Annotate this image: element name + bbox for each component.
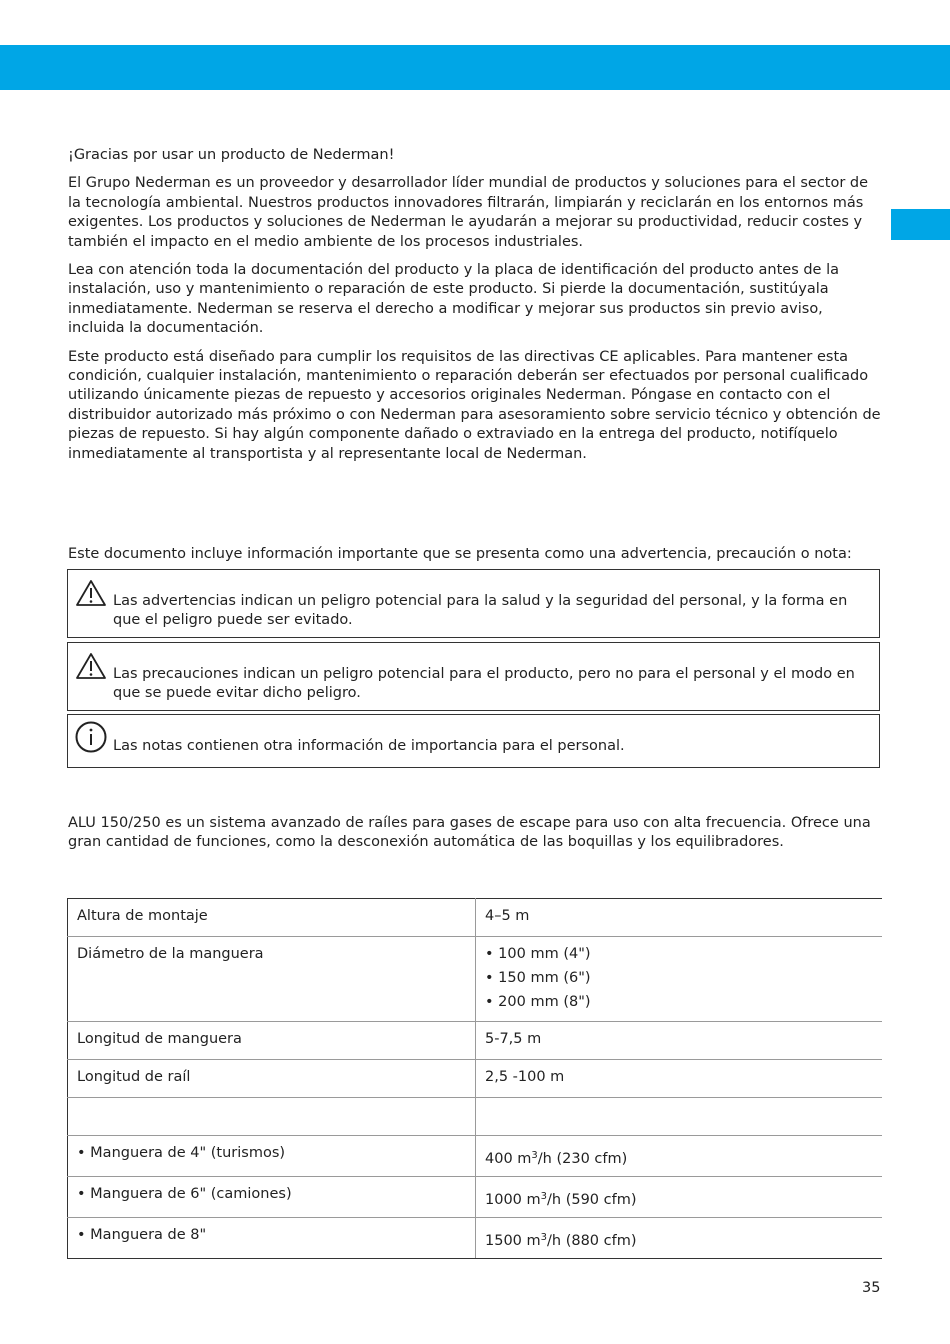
table-row	[68, 899, 883, 937]
table-row	[68, 937, 883, 1022]
hose-diameter-values	[476, 937, 883, 1022]
intro-paragraph-documentation: Lea con atención toda la documentación del producto y la placa de identificación del producto antes de la instalación, uso y mantenimiento o reparación de este producto. Si pierde la documentación, sustitúyala inmediatamente. Nederman se reserva el derecho a modificar y mejorar sus productos sin previo aviso, incluida la documentación.	[68, 262, 839, 337]
table-row	[68, 1218, 883, 1259]
caution-text: Las precauciones indican un peligro potencial para el producto, pero no para el personal y el modo en que se puede evitar dicho peligro.	[113, 666, 855, 702]
notices-intro: Este documento incluye información importante que se presenta como una advertencia, precaución o nota:	[68, 546, 852, 562]
warning-notice	[67, 569, 880, 638]
caution-triangle-icon	[74, 651, 108, 681]
caution-notice	[67, 642, 880, 711]
list-item: • 100 mm (4")	[485, 942, 873, 966]
hose-length-value: 5-7,5 m	[476, 1022, 883, 1060]
hose4-label: • Manguera de 4" (turismos)	[68, 1136, 476, 1177]
hose6-flow-value: 1000 $m^3/h$ (590 cfm)	[476, 1177, 883, 1218]
mounting-height-value: 4–5 m	[476, 899, 883, 937]
intro-thanks: ¡Gracias por usar un producto de Nederman!	[68, 147, 395, 163]
rail-length-value: 2,5 -100 m	[476, 1060, 883, 1098]
table-row	[68, 1060, 883, 1098]
table-row	[68, 1136, 883, 1177]
intro-paragraph-ce: Este producto está diseñado para cumplir los requisitos de las directivas CE aplicables. Para mantener esta condición, cualquier instalación, mantenimiento o reparación deberán ser efectuados por personal cualificado utilizando únicamente piezas de repuesto y accesorios originales Nederman. Póngase en contacto con el distribuidor autorizado más próximo o con Nederman para asesoramiento sobre servicio técnico y obtención de piezas de repuesto. Si hay algún componente dañado o extraviado en la entrega del producto, notifíquelo inmediatamente al transportista y al representante local de Nederman.	[68, 348, 881, 462]
intro-paragraph-company: El Grupo Nederman es un proveedor y desarrollador líder mundial de productos y soluciones para el sector de la tecnología ambiental. Nuestros productos innovadores filtrarán, limpiarán y reciclarán en los entornos más exigentes. Los productos y soluciones de Nederman le ayudarán a mejorar su productividad, reducir costes y también el impacto en el medio ambiente de los procesos industriales.	[68, 175, 869, 250]
list-item: • 150 mm (6")	[485, 966, 873, 990]
hose4-flow-value: 400 $m^3/h$ (230 cfm)	[476, 1136, 883, 1177]
product-description: ALU 150/250 es un sistema avanzado de raíles para gases de escape para uso con alta frecuencia. Ofrece una gran cantidad de funciones, como la desconexión automática de las boquillas y los equilibradores.	[68, 815, 871, 851]
hose6-label: • Manguera de 6" (camiones)	[68, 1177, 476, 1218]
mounting-height-label: Altura de montaje	[68, 899, 476, 937]
table-row	[68, 1098, 883, 1136]
hose-length-label: Longitud de manguera	[68, 1022, 476, 1060]
note-notice	[67, 714, 880, 768]
hose8-flow-value: 1500 $m^3/h$ (880 cfm)	[476, 1218, 883, 1259]
table-row	[68, 1177, 883, 1218]
intro-section	[68, 146, 882, 473]
hose-diameter-label: Diámetro de la manguera	[68, 937, 476, 1022]
language-section-tab	[891, 209, 950, 240]
warning-text: Las advertencias indican un peligro potencial para la salud y la seguridad del personal, y la forma en que el peligro puede ser evitado.	[113, 593, 848, 629]
rail-length-label: Longitud de raíl	[68, 1060, 476, 1098]
table-row	[68, 1022, 883, 1060]
empty-cell	[68, 1098, 476, 1136]
warning-triangle-icon	[74, 578, 108, 608]
header-color-band	[0, 45, 950, 90]
specifications-table	[67, 898, 882, 1259]
list-item: • 200 mm (8")	[485, 990, 873, 1014]
page-number: 35	[862, 1280, 881, 1296]
hose8-label: • Manguera de 8"	[68, 1218, 476, 1259]
empty-cell	[476, 1098, 883, 1136]
note-text: Las notas contienen otra información de importancia para el personal.	[113, 738, 625, 754]
info-circle-icon	[74, 721, 108, 751]
